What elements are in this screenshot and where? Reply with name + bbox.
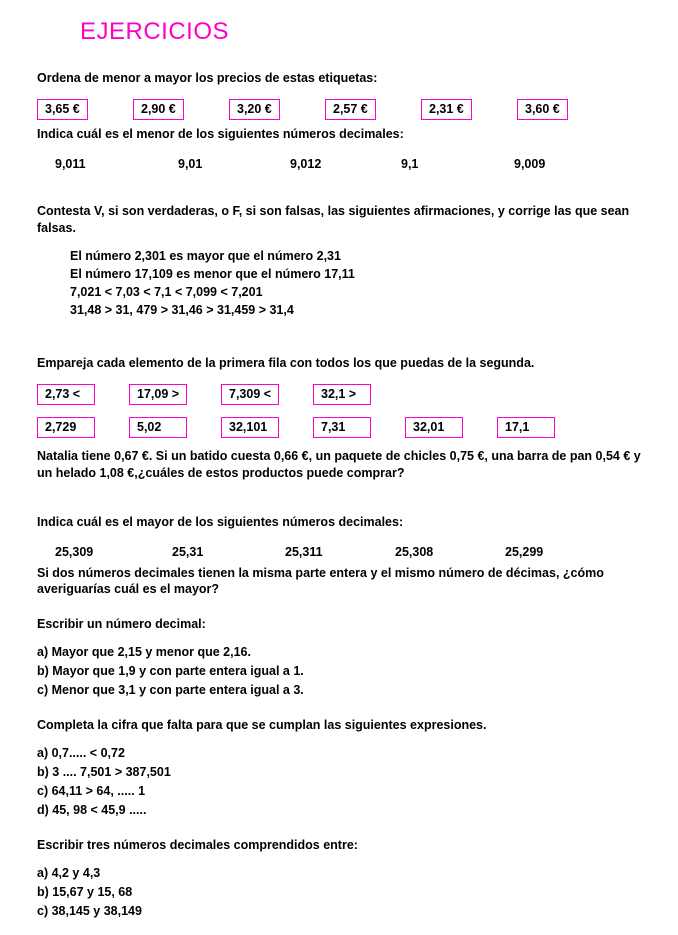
match-tag: 32,01 bbox=[405, 417, 463, 438]
list-item: b) Mayor que 1,9 y con parte entera igual a 1. bbox=[37, 663, 304, 678]
match-slot bbox=[221, 384, 313, 405]
match-tag: 2,73 < bbox=[37, 384, 95, 405]
page-title: EJERCICIOS bbox=[80, 18, 230, 45]
match-tag: 5,02 bbox=[129, 417, 187, 438]
match-tag: 32,101 bbox=[221, 417, 279, 438]
match-slot bbox=[129, 417, 221, 438]
list-item: b) 3 .... 7,501 > 387,501 bbox=[37, 765, 171, 779]
price-tag: 2,31 € bbox=[421, 99, 472, 120]
price-tag: 2,90 € bbox=[133, 99, 184, 120]
match-slot bbox=[313, 417, 405, 438]
price-tag: 2,57 € bbox=[325, 99, 376, 120]
match-tag: 2,729 bbox=[37, 417, 95, 438]
price-tag-slot bbox=[229, 99, 325, 120]
decimal-number: 9,011 bbox=[55, 156, 86, 171]
exercise-10-prompt: Escribir tres números decimales comprendidos entre: bbox=[37, 838, 358, 853]
decimal-number-row-2 bbox=[37, 545, 649, 559]
match-slot bbox=[129, 384, 221, 405]
match-tag: 17,1 bbox=[497, 417, 555, 438]
exercise-10-items bbox=[37, 864, 649, 920]
price-tag-row bbox=[37, 99, 649, 120]
match-tag: 7,31 bbox=[313, 417, 371, 438]
price-tag: 3,60 € bbox=[517, 99, 568, 120]
list-item: d) 45, 98 < 45,9 ..... bbox=[37, 802, 147, 817]
match-slot bbox=[313, 384, 405, 405]
match-slot bbox=[221, 417, 313, 438]
exercise-3-statements bbox=[70, 247, 649, 320]
decimal-number: 9,009 bbox=[514, 156, 546, 171]
list-item: b) 15,67 y 15, 68 bbox=[37, 884, 133, 899]
match-row-first bbox=[37, 384, 649, 405]
row-indent bbox=[37, 157, 55, 171]
match-tag: 32,1 > bbox=[313, 384, 371, 405]
list-item: a) Mayor que 2,15 y menor que 2,16. bbox=[37, 645, 251, 660]
price-tag-slot bbox=[37, 99, 133, 120]
decimal-number: 9,012 bbox=[290, 156, 322, 171]
list-item: a) 4,2 y 4,3 bbox=[37, 866, 101, 881]
price-tag-slot bbox=[517, 99, 613, 120]
match-slot bbox=[37, 384, 129, 405]
exercise-3-prompt: Contesta V, si son verdaderas, o F, si son falsas, las siguientes afirmaciones, y corrige las que sean falsas. bbox=[37, 203, 630, 235]
match-tag: 17,09 > bbox=[129, 384, 187, 405]
price-tag-slot bbox=[421, 99, 517, 120]
exercise-1-prompt: Ordena de menor a mayor los precios de estas etiquetas: bbox=[37, 71, 378, 85]
list-item: a) 0,7..... < 0,72 bbox=[37, 746, 125, 761]
exercise-6-prompt: Indica cuál es el mayor de los siguientes números decimales: bbox=[37, 514, 404, 529]
exercise-8-prompt: Escribir un número decimal: bbox=[37, 617, 206, 632]
exercise-5-prompt: Natalia tiene 0,67 €. Si un batido cuesta 0,66 €, un paquete de chicles 0,75 €, una barra de pan 0,54 € y un helado 1,08 €,¿cuáles de estos productos puede comprar? bbox=[37, 448, 641, 480]
list-item: c) 64,11 > 64, ..... 1 bbox=[37, 783, 146, 798]
price-tag: 3,20 € bbox=[229, 99, 280, 120]
match-slot bbox=[37, 417, 129, 438]
row-indent bbox=[37, 545, 55, 559]
decimal-number: 25,31 bbox=[172, 544, 204, 559]
exercise-content bbox=[37, 70, 649, 920]
exercise-2-prompt: Indica cuál es el menor de los siguientes números decimales: bbox=[37, 126, 404, 141]
statement-item: El número 2,301 es mayor que el número 2,31 bbox=[70, 248, 341, 263]
decimal-number: 25,309 bbox=[55, 544, 94, 559]
exercise-9-items bbox=[37, 744, 649, 819]
exercise-9-prompt: Completa la cifra que falta para que se cumplan las siguientes expresiones. bbox=[37, 718, 487, 733]
decimal-number: 9,01 bbox=[178, 156, 203, 171]
exercise-4-prompt: Empareja cada elemento de la primera fila con todos los que puedas de la segunda. bbox=[37, 356, 535, 370]
match-row-second bbox=[37, 417, 649, 438]
list-item: c) Menor que 3,1 y con parte entera igual a 3. bbox=[37, 682, 304, 697]
decimal-number: 25,311 bbox=[285, 544, 323, 559]
price-tag-slot bbox=[325, 99, 421, 120]
price-tag-slot bbox=[133, 99, 229, 120]
statement-item: 31,48 > 31, 479 > 31,46 > 31,459 > 31,4 bbox=[70, 302, 294, 317]
match-slot bbox=[497, 417, 589, 438]
exercise-7-prompt: Si dos números decimales tienen la misma parte entera y el mismo número de décimas, ¿cómo averiguarías cuál es el mayor? bbox=[37, 565, 604, 597]
decimal-number: 25,299 bbox=[505, 544, 544, 559]
list-item: c) 38,145 y 38,149 bbox=[37, 903, 142, 918]
match-slot bbox=[405, 417, 497, 438]
statement-item: El número 17,109 es menor que el número 17,11 bbox=[70, 266, 355, 281]
exercise-8-items bbox=[37, 643, 649, 699]
decimal-number: 25,308 bbox=[395, 544, 434, 559]
decimal-number-row bbox=[37, 157, 649, 171]
decimal-number: 9,1 bbox=[401, 156, 419, 171]
price-tag: 3,65 € bbox=[37, 99, 88, 120]
statement-item: 7,021 < 7,03 < 7,1 < 7,099 < 7,201 bbox=[70, 284, 263, 299]
match-tag: 7,309 < bbox=[221, 384, 279, 405]
